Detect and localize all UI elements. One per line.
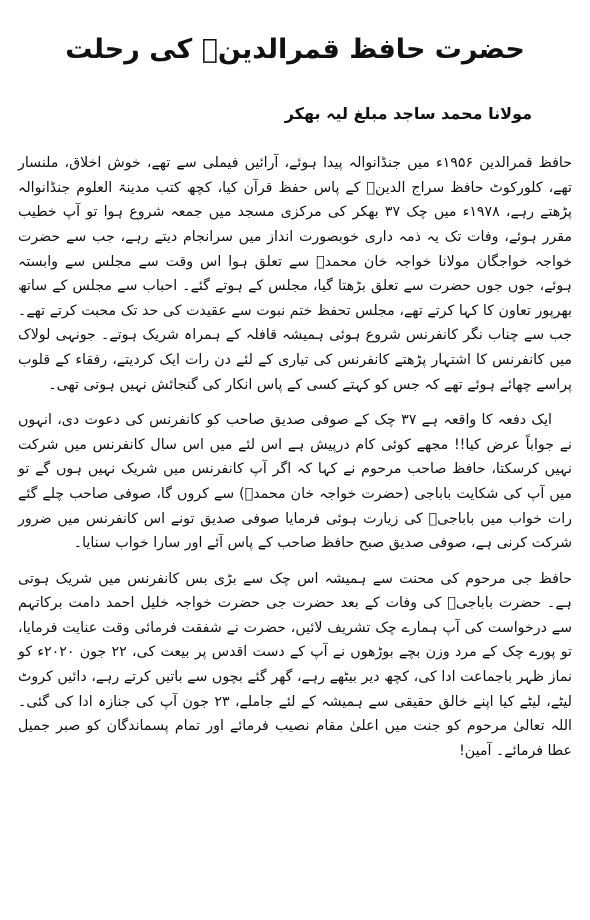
article-title: حضرت حافظ قمرالدینؒ کی رحلت [65, 34, 525, 65]
paragraph-1: حافظ قمرالدین ۱۹۵۶ء میں جنڈانوالہ پیدا ہوئے، آرائیں فیملی سے تھے، خوش اخلاق، ملنسار تھے، کلورکوٹ حافظ سراج الدینؒ کے پاس حفظ قرآن کیا، کچھ کتب مدینۃ العلوم جنڈانوالہ پڑھتے رہے، ۱۹۷۸ء میں چک ۳۷ بھکر کی مرکزی مسجد میں جمعہ شروع ہوا تو آپ خطیب مقرر ہوئے، وفات تک یہ ذمہ داری خوبصورت انداز میں سرانجام دیتے رہے، جب سے حضرت خواجہ خواجگان مولانا خواجہ خان محمدؒ سے تعلق ہوا اس وقت سے مجلس سے وابستہ ہوئے، جوں جوں حضرت سے تعلق بڑھتا گیا، مجلس کے ہوتے گئے۔ احباب سے مجلس کے ساتھ بھرپور تعاون کا کہا کرتے تھے، مجلس تحفظ ختم نبوت سے عقیدت کی حد تک محبت کرتے تھے۔ جب سے چناب نگر کانفرنس شروع ہوئی ہمیشہ قافلہ کے ہمراہ شریک ہوتے۔ جونہی لولاک میں کانفرنس کا اشتہار پڑھتے کانفرنس کی تیاری کے لئے دن رات ایک کردیتے، رفقاء کے قلوب پراسے چھائے ہوئے تھے کہ جس کو کہتے کسی کے پاس انکار کی گنجائش نہیں ہوتی تھی۔ [18, 155, 572, 393]
author-byline: مولانا محمد ساجد مبلغ لیہ بھکر [284, 104, 532, 124]
paragraph-2: ایک دفعہ کا واقعہ ہے ۳۷ چک کے صوفی صدیق صاحب کو کانفرنس کی دعوت دی، انہوں نے جواباً عرض کیا!! مجھے کوئی کام درپیش ہے اس لئے میں اس سال کانفرنس میں شرکت نہیں کرسکتا، حافظ صاحب مرحوم نے کہا کہ اگر آپ کانفرنس میں شریک نہیں ہوں گے تو میں آپ کی شکایت باباجی (حضرت خواجہ خان محمدؒ) سے کروں گا، صوفی صاحب چلے گئے رات خواب میں باباجیؒ کی زیارت ہوئی فرمایا صوفی صدیق تونے اس کانفرنس میں ضرور شرکت کرنی ہے، صوفی صدیق صبح حافظ صاحب کے پاس آئے اور سارا خواب سنایا۔ [18, 412, 572, 552]
paragraph-3: حافظ جی مرحوم کی محنت سے ہمیشہ اس چک سے بڑی بس کانفرنس میں شریک ہوتی ہے۔ حضرت باباجیؒ کی وفات کے بعد حضرت جی حضرت خواجہ خلیل احمد دامت برکاتہم سے درخواست کی آپ ہمارے چک تشریف لائیں، حضرت نے شفقت فرمائی وقت عنایت فرمایا، تو پورے چک کے مرد وزن بچے بوڑھوں نے آپ کے دست اقدس پر بیعت کی، ۲۲ جون ۲۰۲۰ء کو نماز ظہر باجماعت ادا کی، کچھ دیر بیٹھے رہے، گھر گئے بچوں سے باتیں کرتے رہے، دائیں کروٹ لیٹے، لیٹے کیا اپنے خالق حقیقی سے ہمیشہ کے لئے جاملے، ۲۳ جون آپ کی جنازہ ادا کی گئی۔ اللہ تعالیٰ مرحوم کو جنت میں اعلیٰ مقام نصیب فرمائے اور تمام پسماندگان کو صبر جمیل عطا فرمائے۔ آمین! [18, 570, 572, 759]
